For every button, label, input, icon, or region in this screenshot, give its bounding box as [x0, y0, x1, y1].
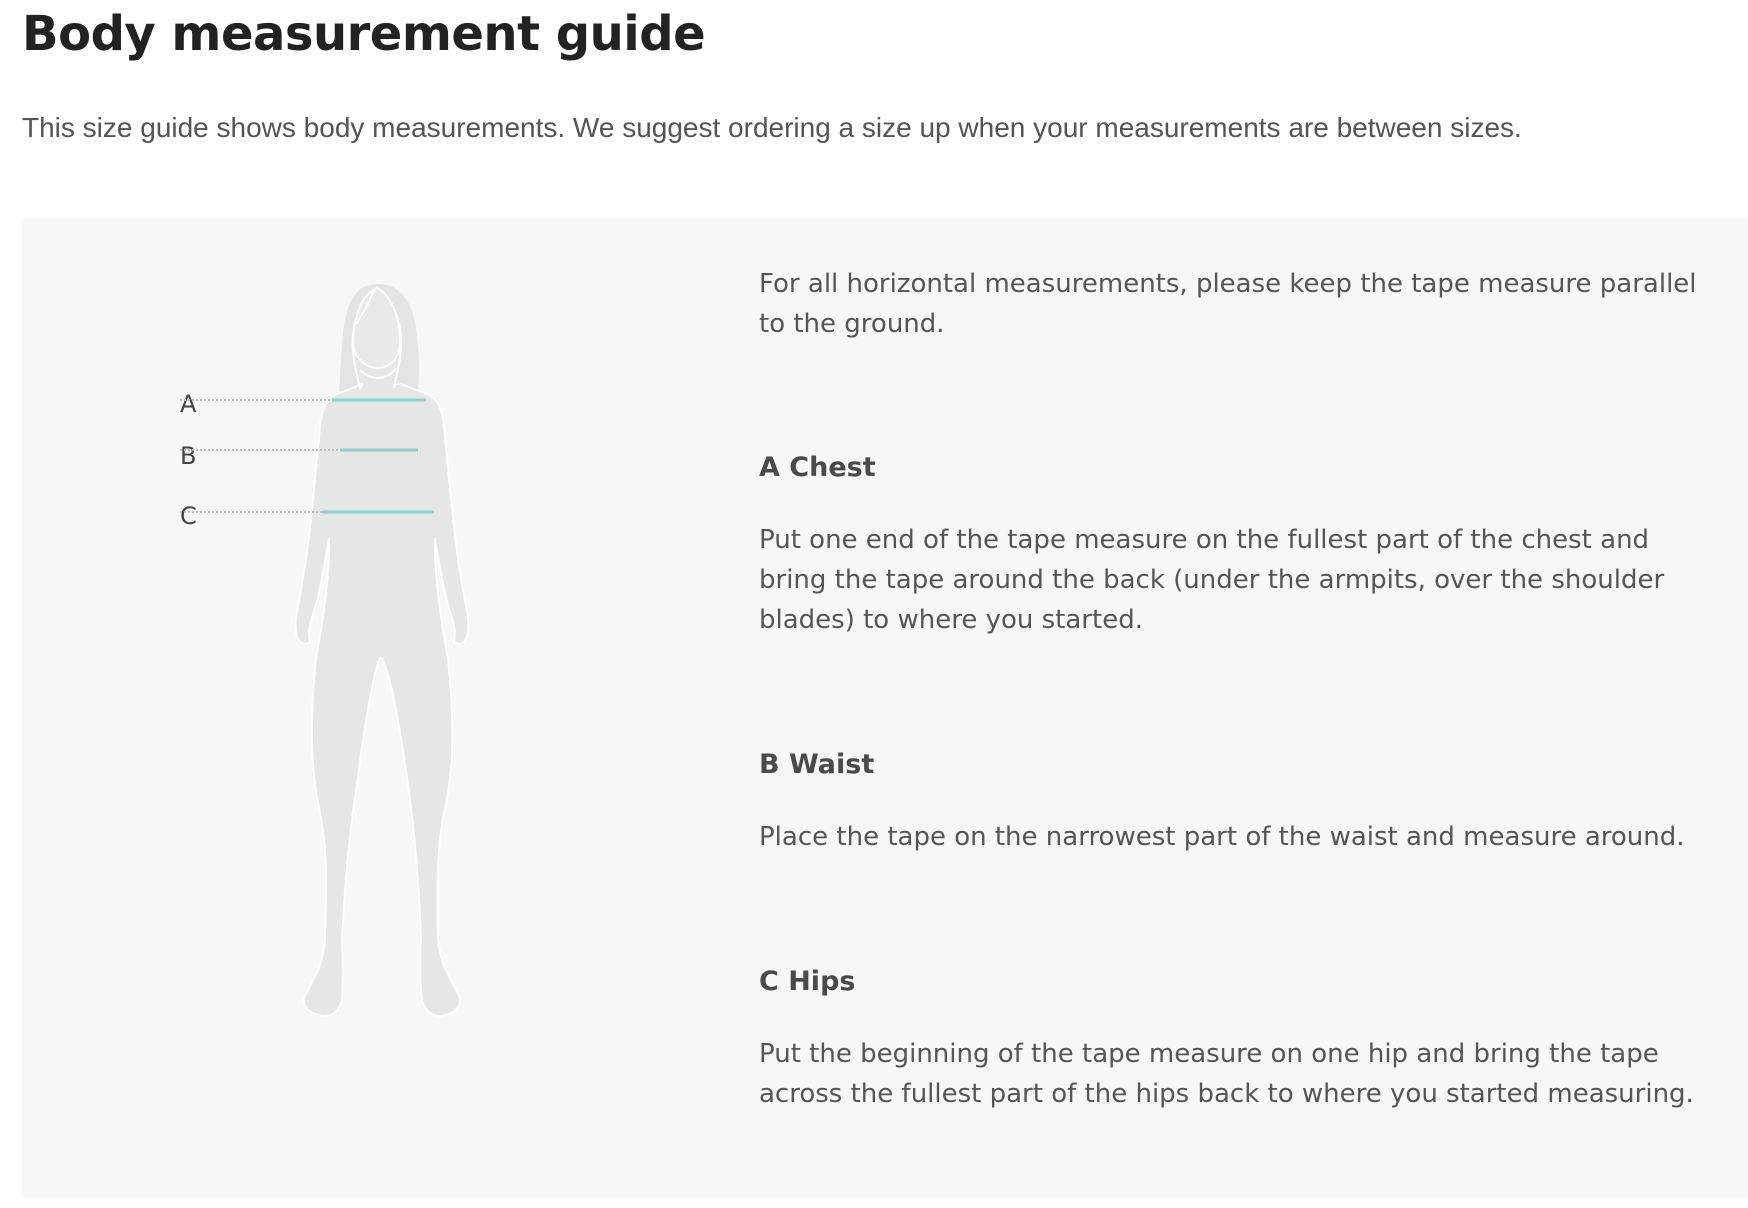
hips-section-title: C Hips	[759, 966, 856, 997]
body-figure	[22, 218, 742, 1198]
chest-section-text: Put one end of the tape measure on the fullest part of the chest and bring the tape around the back (under the armpits, over the shoulder blades) to where you started.	[759, 525, 1665, 635]
hips-section-text: Put the beginning of the tape measure on one hip and bring the tape across the fullest part of the hips back to where you started measuring.	[759, 1039, 1694, 1109]
marker-b-label: B	[180, 442, 197, 470]
marker-a-label: A	[180, 390, 197, 418]
page-title: Body measurement guide	[22, 6, 706, 62]
waist-section-title: B Waist	[759, 749, 875, 780]
chest-section-title: A Chest	[759, 452, 876, 483]
intro-text: This size guide shows body measurements. We suggest ordering a size up when your measurements are between sizes.	[22, 112, 1522, 143]
female-body-silhouette-icon	[22, 218, 742, 1198]
general-instruction: For all horizontal measurements, please keep the tape measure parallel to the ground.	[759, 269, 1697, 339]
silhouette	[296, 284, 469, 1016]
measurement-panel	[22, 218, 1748, 1198]
waist-section-text: Place the tape on the narrowest part of the waist and measure around.	[759, 822, 1685, 852]
marker-c-label: C	[180, 502, 197, 530]
